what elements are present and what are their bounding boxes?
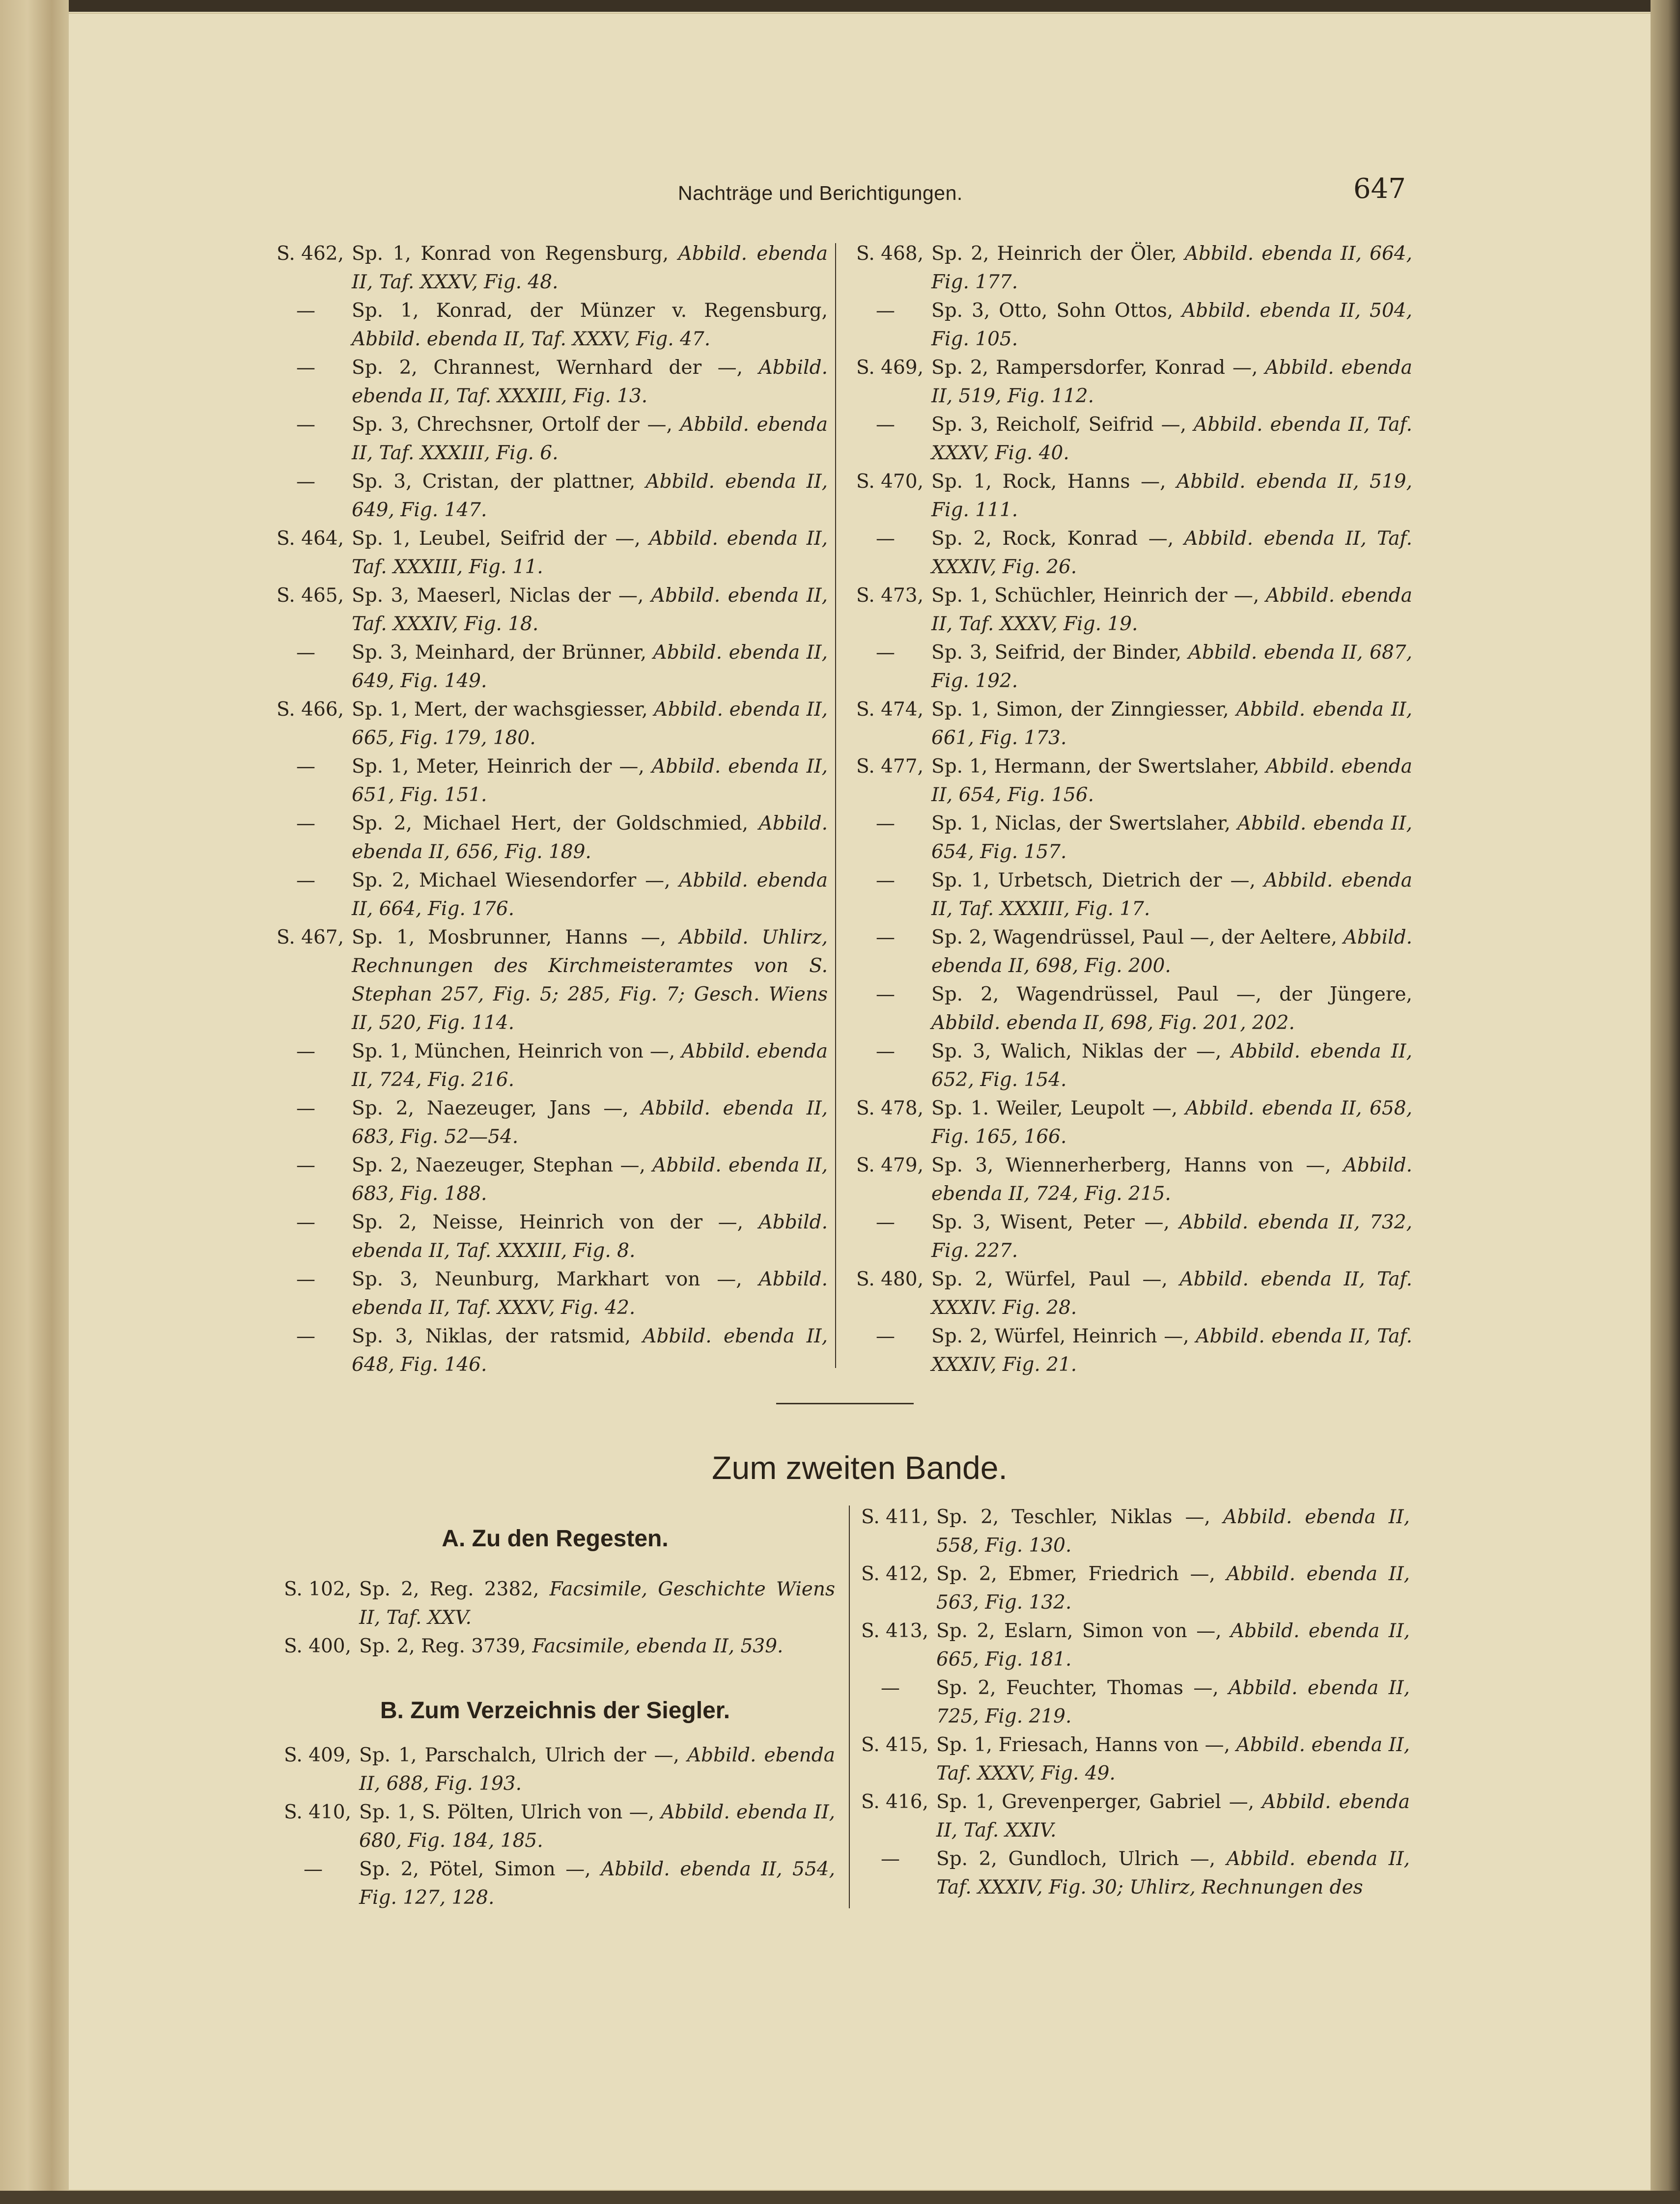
index-entry xyxy=(268,525,828,582)
entry-reference: — xyxy=(876,926,895,949)
entry-text xyxy=(924,923,1412,980)
running-title: Nachträge und Berichtigungen. xyxy=(678,182,963,204)
first-column xyxy=(268,240,828,1379)
entry-reference: S. 412, xyxy=(861,1563,928,1585)
entry-text xyxy=(924,753,1412,809)
entry-reference: — xyxy=(296,471,315,493)
subheading-regesten: A. Zu den Regesten. xyxy=(442,1526,669,1552)
entry-text xyxy=(351,1741,835,1798)
index-entry xyxy=(852,1788,1410,1845)
entry-text xyxy=(344,1037,828,1094)
entry-text xyxy=(344,411,828,468)
entry-text xyxy=(924,240,1412,297)
entry-reference: S. 479, xyxy=(856,1154,924,1176)
entry-description: Sp. 1, Konrad, der Münzer v. Regensburg, xyxy=(352,300,828,322)
entry-citation: Abbild. ebenda II, 654, Fig. 157. xyxy=(931,812,1412,863)
entry-reference: S. 400, xyxy=(284,1635,351,1657)
entry-reference: — xyxy=(296,1040,315,1062)
page-number: 647 xyxy=(1353,173,1406,205)
entry-text xyxy=(344,1265,828,1322)
entry-citation: Abbild. ebenda II, 504, Fig. 105. xyxy=(931,300,1412,350)
entry-text xyxy=(344,753,828,809)
entry-citation: Abbild. ebenda II, 683, Fig. 52—54. xyxy=(352,1097,828,1148)
entry-citation: Abbild. ebenda II, 554, Fig. 127, 128. xyxy=(359,1858,835,1909)
index-entry xyxy=(268,354,828,411)
entry-reference: S. 470, xyxy=(856,471,924,493)
entry-reference: — xyxy=(876,642,895,664)
index-entry xyxy=(268,809,828,866)
entry-reference: — xyxy=(296,812,315,835)
entry-text xyxy=(344,1208,828,1265)
entry-citation: Abbild. ebenda II, Taf. XXIV. xyxy=(936,1791,1410,1841)
entry-description: Sp. 1, Hermann, der Swertslaher, xyxy=(931,755,1260,778)
index-entry xyxy=(847,696,1412,753)
entry-description: Sp. 3, Walich, Niklas der —, xyxy=(931,1040,1222,1062)
entry-text xyxy=(351,1798,835,1855)
entry-description: Sp. 1, Friesach, Hanns von —, xyxy=(936,1734,1230,1756)
entry-text xyxy=(924,1151,1412,1208)
entry-reference: — xyxy=(876,528,895,550)
entry-reference: — xyxy=(876,869,895,892)
entry-citation: Abbild. ebenda II, 724, Fig. 216. xyxy=(352,1040,828,1091)
entry-reference: — xyxy=(876,1211,895,1233)
entry-citation: Abbild. ebenda II, 664, Fig. 177. xyxy=(931,243,1413,293)
entry-description: Sp. 3, Cristan, der plattner, xyxy=(352,471,636,493)
entry-citation: Abbild. ebenda II, 656, Fig. 189. xyxy=(352,812,828,863)
index-entry xyxy=(268,696,828,753)
entry-reference: S. 409, xyxy=(284,1744,351,1766)
entry-citation: Abbild. ebenda II, 725, Fig. 219. xyxy=(936,1677,1410,1728)
entry-reference: S. 480, xyxy=(856,1268,924,1290)
index-entry xyxy=(847,297,1412,354)
entry-description: Sp. 3, Reicholf, Seifrid —, xyxy=(931,414,1186,436)
entry-description: Sp. 1. Weiler, Leupolt —, xyxy=(931,1097,1178,1119)
entry-text xyxy=(344,240,828,297)
entry-text xyxy=(924,411,1412,468)
index-entry xyxy=(268,923,828,1037)
entry-text xyxy=(344,809,828,866)
index-entry xyxy=(847,639,1412,696)
index-entry xyxy=(268,1265,828,1322)
index-entry xyxy=(268,240,828,297)
index-entry xyxy=(852,1674,1410,1731)
entry-reference: — xyxy=(296,1325,315,1347)
entry-reference: — xyxy=(304,1858,323,1880)
entry-text xyxy=(344,696,828,753)
entry-reference: — xyxy=(876,983,895,1005)
entry-citation: Abbild. ebenda II, Taf. XXXV, Fig. 40. xyxy=(931,414,1412,464)
entry-citation: Abbild. ebenda II, 648, Fig. 146. xyxy=(352,1325,828,1376)
entry-reference: S. 474, xyxy=(856,698,924,721)
entry-description: Sp. 2, Reg. 3739, xyxy=(359,1635,526,1657)
entry-citation: Abbild. ebenda II, 683, Fig. 188. xyxy=(352,1154,828,1205)
entry-text xyxy=(924,980,1412,1037)
index-entry xyxy=(847,1037,1412,1094)
index-entry xyxy=(852,1845,1410,1902)
siegler-left-list xyxy=(275,1741,835,1912)
entry-description: Sp. 1, Meter, Heinrich der —, xyxy=(352,755,644,778)
entry-reference: S. 478, xyxy=(856,1097,924,1119)
entry-description: Sp. 2, Naezeuger, Jans —, xyxy=(352,1097,629,1119)
subheading-siegler: B. Zum Verzeichnis der Siegler. xyxy=(380,1698,730,1724)
entry-description: Sp. 1, Leubel, Seifrid der —, xyxy=(352,528,641,550)
index-entry xyxy=(275,1855,835,1912)
entry-description: Sp. 1, Niclas, der Swertslaher, xyxy=(931,812,1231,835)
entry-text xyxy=(924,468,1412,525)
entry-description: Sp. 2, Feuchter, Thomas —, xyxy=(936,1677,1219,1699)
index-entry xyxy=(268,411,828,468)
section-title: Zum zweiten Bande. xyxy=(712,1450,1008,1486)
entry-citation: Abbild. ebenda II, Taf. XXXIV, Fig. 18. xyxy=(352,585,828,635)
entry-text xyxy=(351,1575,835,1632)
entry-reference: — xyxy=(296,1268,315,1290)
book-spine xyxy=(0,0,69,2204)
index-entry xyxy=(847,525,1412,582)
entry-citation: Facsimile, ebenda II, 539. xyxy=(526,1635,784,1657)
entry-text xyxy=(928,1617,1410,1674)
entry-description: Sp. 1, Grevenperger, Gabriel —, xyxy=(936,1791,1255,1813)
entry-reference: — xyxy=(296,300,315,322)
entry-description: Sp. 3, Meinhard, der Brünner, xyxy=(352,642,646,664)
entry-reference: — xyxy=(296,1154,315,1176)
entry-reference: — xyxy=(876,414,895,436)
siegler-right-list xyxy=(852,1503,1410,1902)
entry-text xyxy=(344,866,828,923)
entry-citation: Abbild. ebenda II, 519, Fig. 112. xyxy=(931,357,1412,407)
section-separator xyxy=(776,1403,914,1404)
entry-text xyxy=(924,297,1412,354)
entry-description: Sp. 1, Konrad von Regensburg, xyxy=(352,243,669,265)
entry-citation: Facsimile, Geschichte Wiens II, Taf. XXV. xyxy=(359,1578,835,1629)
entry-citation: Abbild. ebenda II, Taf. XXXIV, Fig. 26. xyxy=(931,528,1412,578)
entry-description: Sp. 1, Simon, der Zinngiesser, xyxy=(931,698,1229,721)
entry-text xyxy=(351,1632,835,1661)
entry-description: Sp. 3, Wisent, Peter —, xyxy=(931,1211,1170,1233)
page-bottom-edge xyxy=(0,2191,1680,2204)
entry-description: Sp. 2, Naezeuger, Stephan —, xyxy=(352,1154,645,1176)
entry-reference: S. 467, xyxy=(277,926,344,949)
entry-citation: Abbild. ebenda II, Taf. XXXV, Fig. 49. xyxy=(936,1734,1410,1785)
entry-text xyxy=(344,354,828,411)
entry-citation: Abbild. ebenda II, 654, Fig. 156. xyxy=(931,755,1412,806)
entry-citation: Abbild. ebenda II, Taf. XXXIII, Fig. 17. xyxy=(931,869,1412,920)
entry-reference: — xyxy=(876,300,895,322)
entry-text xyxy=(344,297,828,354)
entry-description: Sp. 2, Reg. 2382, xyxy=(359,1578,539,1600)
entry-description: Sp. 3, Maeserl, Niclas der —, xyxy=(352,585,644,607)
entry-citation: Abbild. ebenda II, 563, Fig. 132. xyxy=(936,1563,1410,1614)
entry-citation: Abbild. ebenda II, Taf. XXXIV, Fig. 30; Uhlirz, Rechnungen des xyxy=(936,1848,1410,1898)
entry-description: Sp. 2, Rampersdorfer, Konrad —, xyxy=(931,357,1258,379)
index-entry xyxy=(268,582,828,639)
entry-text xyxy=(924,1322,1412,1379)
entry-citation: Abbild. ebenda II, 680, Fig. 184, 185. xyxy=(359,1801,835,1852)
index-entry xyxy=(847,1094,1412,1151)
entry-description: Sp. 1, Schüchler, Heinrich der —, xyxy=(931,585,1260,607)
entry-description: Sp. 2, Neisse, Heinrich von der —, xyxy=(352,1211,744,1233)
entry-description: Sp. 2, Wagendrüssel, Paul —, der Jüngere, xyxy=(931,983,1412,1005)
entry-citation: Abbild. ebenda II, 698, Fig. 201, 202. xyxy=(931,1012,1295,1034)
entry-text xyxy=(928,1788,1410,1845)
entry-reference: — xyxy=(881,1677,900,1699)
index-entry xyxy=(268,1094,828,1151)
entry-reference: S. 415, xyxy=(861,1734,928,1756)
index-entry xyxy=(847,923,1412,980)
index-entry xyxy=(268,1322,828,1379)
index-entry xyxy=(847,1208,1412,1265)
entry-reference: S. 102, xyxy=(284,1578,351,1600)
entry-description: Sp. 3, Wiennerherberg, Hanns von —, xyxy=(931,1154,1331,1176)
entry-description: Sp. 2, Rock, Konrad —, xyxy=(931,528,1174,550)
entry-description: Sp. 2, Teschler, Niklas —, xyxy=(936,1506,1210,1528)
entry-text xyxy=(924,354,1412,411)
index-entry xyxy=(268,866,828,923)
entry-citation: Abbild. ebenda II, Taf. XXXIV. Fig. 28. xyxy=(931,1268,1412,1319)
entry-citation: Abbild. ebenda II, Taf. XXXV, Fig. 48. xyxy=(352,243,828,293)
entry-citation: Abbild. ebenda II, 687, Fig. 192. xyxy=(931,642,1412,692)
entry-text xyxy=(928,1674,1410,1731)
entry-text xyxy=(924,1265,1412,1322)
entry-citation: Abbild. ebenda II, 688, Fig. 193. xyxy=(359,1744,835,1795)
entry-text xyxy=(344,582,828,639)
entry-reference: S. 464, xyxy=(277,528,344,550)
page-right-edge xyxy=(1651,0,1680,2204)
entry-reference: S. 468, xyxy=(856,243,924,265)
index-entry xyxy=(852,1731,1410,1788)
entry-reference: S. 469, xyxy=(856,357,924,379)
entry-reference: S. 473, xyxy=(856,585,924,607)
entry-description: Sp. 2, Michael Hert, der Goldschmied, xyxy=(352,812,748,835)
entry-description: Sp. 1, Mert, der wachsgiesser, xyxy=(352,698,648,721)
entry-citation: Abbild. ebenda II, 519, Fig. 111. xyxy=(931,471,1412,521)
entry-citation: Abbild. ebenda II, 649, Fig. 147. xyxy=(352,471,828,521)
entry-reference: — xyxy=(296,869,315,892)
entry-text xyxy=(344,525,828,582)
index-entry xyxy=(847,866,1412,923)
entry-text xyxy=(924,582,1412,639)
entry-reference: S. 465, xyxy=(277,585,344,607)
index-entry xyxy=(847,980,1412,1037)
entry-text xyxy=(924,639,1412,696)
entry-reference: S. 410, xyxy=(284,1801,351,1823)
entry-text xyxy=(928,1503,1410,1560)
page-top-edge xyxy=(0,0,1680,12)
entry-description: Sp. 1, Rock, Hanns —, xyxy=(931,471,1166,493)
entry-text xyxy=(924,525,1412,582)
entry-citation: Abbild. ebenda II, 724, Fig. 215. xyxy=(931,1154,1412,1205)
entry-citation: Abbild. ebenda II, 698, Fig. 200. xyxy=(931,926,1412,977)
index-entry xyxy=(847,411,1412,468)
entry-reference: S. 477, xyxy=(856,755,924,778)
entry-citation: Abbild. ebenda II, 651, Fig. 151. xyxy=(352,755,828,806)
index-entry xyxy=(847,1151,1412,1208)
entry-citation: Abbild. ebenda II, 558, Fig. 130. xyxy=(936,1506,1410,1557)
entry-text xyxy=(928,1731,1410,1788)
entry-citation: Abbild. ebenda II, 649, Fig. 149. xyxy=(352,642,828,692)
entry-reference: — xyxy=(296,1211,315,1233)
entry-citation: Abbild. ebenda II, 665, Fig. 179, 180. xyxy=(352,698,828,749)
entry-reference: S. 462, xyxy=(277,243,344,265)
entry-text xyxy=(344,1151,828,1208)
entry-citation: Abbild. ebenda II, Taf. XXXV, Fig. 19. xyxy=(931,585,1412,635)
index-entry xyxy=(268,639,828,696)
entry-description: Sp. 2, Gundloch, Ulrich —, xyxy=(936,1848,1216,1870)
entry-text xyxy=(344,468,828,525)
entry-reference: — xyxy=(296,414,315,436)
entry-citation: Abbild. ebenda II, Taf. XXXIV, Fig. 21. xyxy=(931,1325,1412,1376)
entry-description: Sp. 1, S. Pölten, Ulrich von —, xyxy=(359,1801,655,1823)
index-entry xyxy=(847,240,1412,297)
index-entry xyxy=(268,468,828,525)
entry-text xyxy=(924,866,1412,923)
entry-description: Sp. 2, Heinrich der Öler, xyxy=(931,243,1177,265)
index-entry xyxy=(852,1503,1410,1560)
entry-description: Sp. 2, Michael Wiesendorfer —, xyxy=(352,869,671,892)
regesten-list xyxy=(275,1575,835,1661)
entry-description: Sp. 2, Eslarn, Simon von —, xyxy=(936,1620,1222,1642)
entry-description: Sp. 2, Würfel, Heinrich —, xyxy=(931,1325,1189,1347)
entry-reference: — xyxy=(296,755,315,778)
entry-citation: Abbild. ebenda II, Taf. XXXV, Fig. 47. xyxy=(352,328,711,350)
index-entry xyxy=(275,1741,835,1798)
entry-citation: Abbild. ebenda II, 665, Fig. 181. xyxy=(936,1620,1410,1671)
column-divider-bottom xyxy=(849,1506,850,1908)
entry-text xyxy=(928,1845,1410,1902)
entry-citation: Abbild. ebenda II, Taf. XXXIII, Fig. 13. xyxy=(352,357,828,407)
index-entry xyxy=(268,753,828,809)
index-entry xyxy=(847,809,1412,866)
column-divider-top xyxy=(835,243,836,1368)
entry-citation: Abbild. ebenda II, 732, Fig. 227. xyxy=(931,1211,1412,1262)
entry-reference: S. 411, xyxy=(861,1506,928,1528)
entry-text xyxy=(928,1560,1410,1617)
entry-reference: — xyxy=(296,642,315,664)
index-entry xyxy=(268,1037,828,1094)
entry-description: Sp. 3, Otto, Sohn Ottos, xyxy=(931,300,1174,322)
second-column xyxy=(847,240,1412,1379)
entry-description: Sp. 2, Pötel, Simon —, xyxy=(359,1858,591,1880)
entry-description: Sp. 3, Niklas, der ratsmid, xyxy=(352,1325,631,1347)
entry-text xyxy=(351,1855,835,1912)
entry-text xyxy=(924,1094,1412,1151)
entry-reference: — xyxy=(876,1325,895,1347)
entry-description: Sp. 2, Würfel, Paul —, xyxy=(931,1268,1168,1290)
entry-description: Sp. 1, München, Heinrich von —, xyxy=(352,1040,675,1062)
entry-description: Sp. 1, Mosbrunner, Hanns —, xyxy=(352,926,667,949)
index-entry xyxy=(268,1151,828,1208)
entry-reference: — xyxy=(881,1848,900,1870)
entry-reference: — xyxy=(876,812,895,835)
entry-reference: — xyxy=(296,1097,315,1119)
index-entry xyxy=(268,1208,828,1265)
entry-citation: Abbild. ebenda II, Taf. XXXV, Fig. 42. xyxy=(352,1268,828,1319)
entry-description: Sp. 2, Wagendrüssel, Paul —, der Aeltere, xyxy=(931,926,1338,949)
entry-citation: Abbild. ebenda II, Taf. XXXIII, Fig. 6. xyxy=(352,414,828,464)
entry-text xyxy=(924,1037,1412,1094)
entry-text xyxy=(924,809,1412,866)
index-entry xyxy=(852,1560,1410,1617)
index-entry xyxy=(275,1575,835,1632)
index-entry xyxy=(847,753,1412,809)
entry-description: Sp. 3, Neunburg, Markhart von —, xyxy=(352,1268,742,1290)
entry-description: Sp. 3, Seifrid, der Binder, xyxy=(931,642,1182,664)
index-entry xyxy=(847,582,1412,639)
entry-citation: Abbild. ebenda II, 664, Fig. 176. xyxy=(352,869,828,920)
entry-text xyxy=(344,639,828,696)
index-entry xyxy=(847,1265,1412,1322)
entry-text xyxy=(344,923,828,1037)
entry-text xyxy=(344,1322,828,1379)
entry-text xyxy=(344,1094,828,1151)
entry-reference: S. 413, xyxy=(861,1620,928,1642)
index-entry xyxy=(847,468,1412,525)
index-entry xyxy=(275,1798,835,1855)
index-entry xyxy=(275,1632,835,1661)
index-entry xyxy=(847,1322,1412,1379)
entry-reference: S. 416, xyxy=(861,1791,928,1813)
entry-reference: — xyxy=(296,357,315,379)
index-entry xyxy=(847,354,1412,411)
index-entry xyxy=(852,1617,1410,1674)
entry-citation: Abbild. ebenda II, Taf. XXXIII, Fig. 11. xyxy=(352,528,828,578)
entry-description: Sp. 1, Urbetsch, Dietrich der —, xyxy=(931,869,1256,892)
entry-reference: S. 466, xyxy=(277,698,344,721)
index-entry xyxy=(268,297,828,354)
entry-text xyxy=(924,1208,1412,1265)
entry-description: Sp. 2, Chrannest, Wernhard der —, xyxy=(352,357,743,379)
entry-reference: — xyxy=(876,1040,895,1062)
entry-description: Sp. 1, Parschalch, Ulrich der —, xyxy=(359,1744,679,1766)
entry-citation: Abbild. ebenda II, 661, Fig. 173. xyxy=(931,698,1412,749)
entry-text xyxy=(924,696,1412,753)
entry-citation: Abbild. ebenda II, Taf. XXXIII, Fig. 8. xyxy=(352,1211,828,1262)
entry-citation: Abbild. ebenda II, 652, Fig. 154. xyxy=(931,1040,1412,1091)
entry-description: Sp. 2, Ebmer, Friedrich —, xyxy=(936,1563,1215,1585)
entry-citation: Abbild. ebenda II, 658, Fig. 165, 166. xyxy=(931,1097,1413,1148)
entry-citation: Abbild. Uhlirz, Rechnungen des Kirchmeisteramtes von S. Stephan 257, Fig. 5; 285, Fig. 7; Gesch. Wiens II, 520, Fig. 114. xyxy=(352,926,828,1034)
entry-description: Sp. 3, Chrechsner, Ortolf der —, xyxy=(352,414,672,436)
